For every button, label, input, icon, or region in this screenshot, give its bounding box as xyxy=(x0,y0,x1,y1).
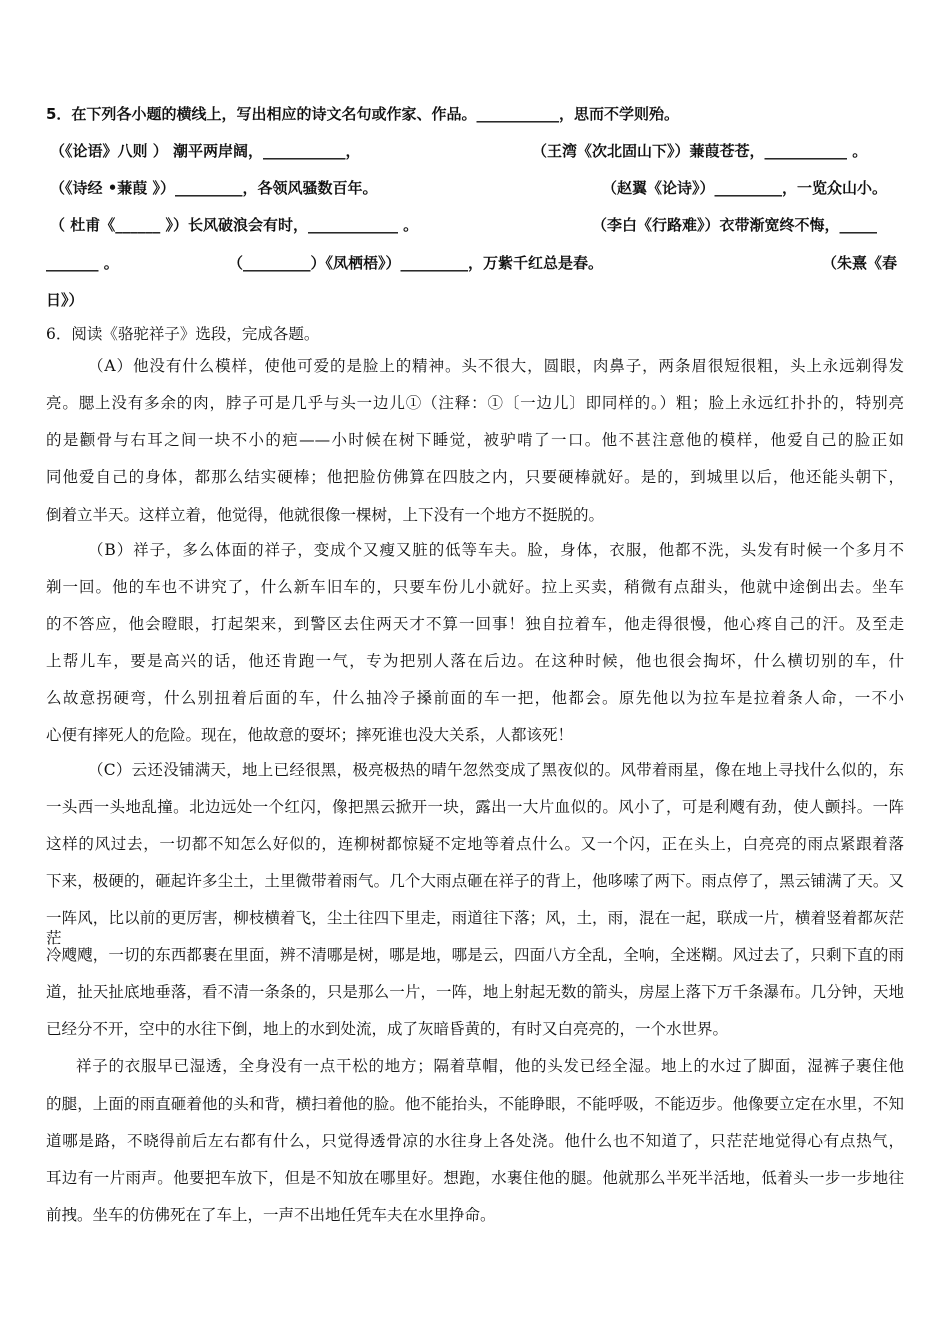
paragraph-b-line: （B）祥子，多么体面的祥子，变成个又瘦又脏的低等车夫。脸，身体，衣服，他都不洗，头发有时候一个多月不 xyxy=(88,541,904,559)
paragraph-d-line: 耳边有一片雨声。他要把车放下，但是不知放在哪里好。想跑，水裹住他的腿。他就那么半死半活地，低着头一步一步地往 xyxy=(46,1169,904,1187)
paragraph-c-line: 这样的风过去，一切都不知怎么好似的，连柳树都惊疑不定地等着点什么。又一个闪，正在头上，白亮亮的雨点紧跟着落 xyxy=(46,835,904,853)
q5-line3-right: （赵翼《论诗》）_________，一览众山小。 xyxy=(602,179,888,197)
q5-line5-a: _______ 。 xyxy=(46,254,119,272)
paragraph-b-line: 上帮儿车，要是高兴的话，他还肯跑一气，专为把别人落在后边。在这种时候，他也很会掏坏，什么横切别的车，什 xyxy=(46,652,904,670)
paragraph-d-line: 祥子的衣服早已湿透，全身没有一点干松的地方；隔着草帽，他的头发已经全湿。地上的水过了脚面，湿裤子裹住他 xyxy=(76,1057,904,1075)
paragraph-a-line: 的是颧骨与右耳之间一块不小的疤——小时候在树下睡觉，被驴啃了一口。他不甚注意他的模样，他爱自己的脸正如 xyxy=(46,431,904,449)
paragraph-a-line: 亮。腮上没有多余的肉，脖子可是几乎与头一边儿①（注释：①〔一边儿〕即同样的。）粗；脸上永远红扑扑的，特别亮 xyxy=(46,394,904,412)
q5-line4-left: （ 杜甫《______ 》）长风破浪会有时，____________ 。 xyxy=(50,216,419,234)
q5-line1: 5．在下列各小题的横线上，写出相应的诗文名句或作家、作品。___________，思而不学则殆。 xyxy=(46,105,679,123)
paragraph-c-line: 道，扯天扯底地垂落，看不清一条条的，只是那么一片，一阵，地上射起无数的箭头，房屋上落下万千条瀑布。几分钟，天地 xyxy=(46,983,904,1001)
q5-line6: 日》） xyxy=(46,291,84,309)
q5-line5-b: （_________）《凤栖梧》）_________，万紫千红总是春。 xyxy=(228,254,604,272)
q5-line2-left: （《论语》八则 ） 潮平两岸阔，___________， xyxy=(50,142,361,160)
paragraph-d-line: 前拽。坐车的仿佛死在了车上，一声不出地任凭车夫在水里挣命。 xyxy=(46,1206,496,1224)
paragraph-b-line: 的不答应，他会瞪眼，打起架来，到警区去住两天才不算一回事！独自拉着车，他走得很慢，他心疼自己的汗。及至走 xyxy=(46,615,904,633)
paragraph-d-line: 的腿，上面的雨直砸着他的头和背，横扫着他的脸。他不能抬头，不能睁眼，不能呼吸，不能迈步。他像要立定在水里，不知 xyxy=(46,1095,904,1113)
paragraph-c-line: 一头西一头地乱撞。北边远处一个红闪，像把黑云掀开一块，露出一大片血似的。风小了，可是利飕有劲，使人颤抖。一阵 xyxy=(46,798,904,816)
q5-line4-right: （李白《行路难》）衣带渐宽终不悔，_____ xyxy=(592,216,878,234)
paragraph-c-line: 已经分不开，空中的水往下倒，地上的水到处流，成了灰暗昏黄的，有时又白亮亮的，一个水世界。 xyxy=(46,1020,729,1038)
paragraph-b-line: 么故意拐硬弯，什么别扭着后面的车，什么抽冷子搡前面的车一把，他都会。原先他以为拉车是拉着条人命，一不小 xyxy=(46,689,904,707)
q5-line3-left: （《诗经 •蒹葭 》）_________，各领风骚数百年。 xyxy=(50,179,378,197)
q5-line2-right: （王湾《次北固山下》）蒹葭苍苍，___________ 。 xyxy=(532,142,868,160)
paragraph-a-line: 倒着立半天。这样立着，他觉得，他就很像一棵树，上下没有一个地方不挺脱的。 xyxy=(46,506,605,524)
q5-line5-c: （朱熹《春 xyxy=(822,254,898,272)
paragraph-a-line: 同他爱自己的身体，都那么结实硬棒；他把脸仿佛算在四肢之内，只要硬棒就好。是的，到城里以后，他还能头朝下， xyxy=(46,468,904,486)
paragraph-c-line: 下来，极硬的，砸起许多尘土，土里微带着雨气。几个大雨点砸在祥子的背上，他哆嗦了两下。雨点停了，黑云铺满了天。又 xyxy=(46,872,904,890)
paragraph-d-line: 道哪是路，不晓得前后左右都有什么，只觉得透骨凉的水往身上各处浇。他什么也不知道了，只茫茫地觉得心有点热气， xyxy=(46,1132,904,1150)
q6-title: 6．阅读《骆驼祥子》选段，完成各题。 xyxy=(46,325,320,343)
paragraph-c-line: 冷飕飕，一切的东西都裹在里面，辨不清哪是树，哪是地，哪是云，四面八方全乱，全响，全迷糊。风过去了，只剩下直的雨 xyxy=(46,946,904,964)
paragraph-b-line: 心便有摔死人的危险。现在，他故意的耍坏；摔死谁也没大关系，人都该死！ xyxy=(46,726,574,744)
paragraph-a-line: （A）他没有什么模样，使他可爱的是脸上的精神。头不很大，圆眼，肉鼻子，两条眉很短很粗，头上永远剃得发 xyxy=(88,357,904,375)
paragraph-b-line: 剃一回。他的车也不讲究了，什么新车旧车的，只要车份儿小就好。拉上买卖，稍微有点甜头，他就中途倒出去。坐车 xyxy=(46,578,904,596)
paragraph-c-line: （C）云还没铺满天，地上已经很黑，极亮极热的晴午忽然变成了黑夜似的。风带着雨星，像在地上寻找什么似的，东 xyxy=(88,761,904,779)
paragraph-c-line: 一阵风，比以前的更厉害，柳枝横着飞，尘土往四下里走，雨道往下落；风，土，雨，混在一起，联成一片，横着竖着都灰茫茫 xyxy=(46,909,904,947)
